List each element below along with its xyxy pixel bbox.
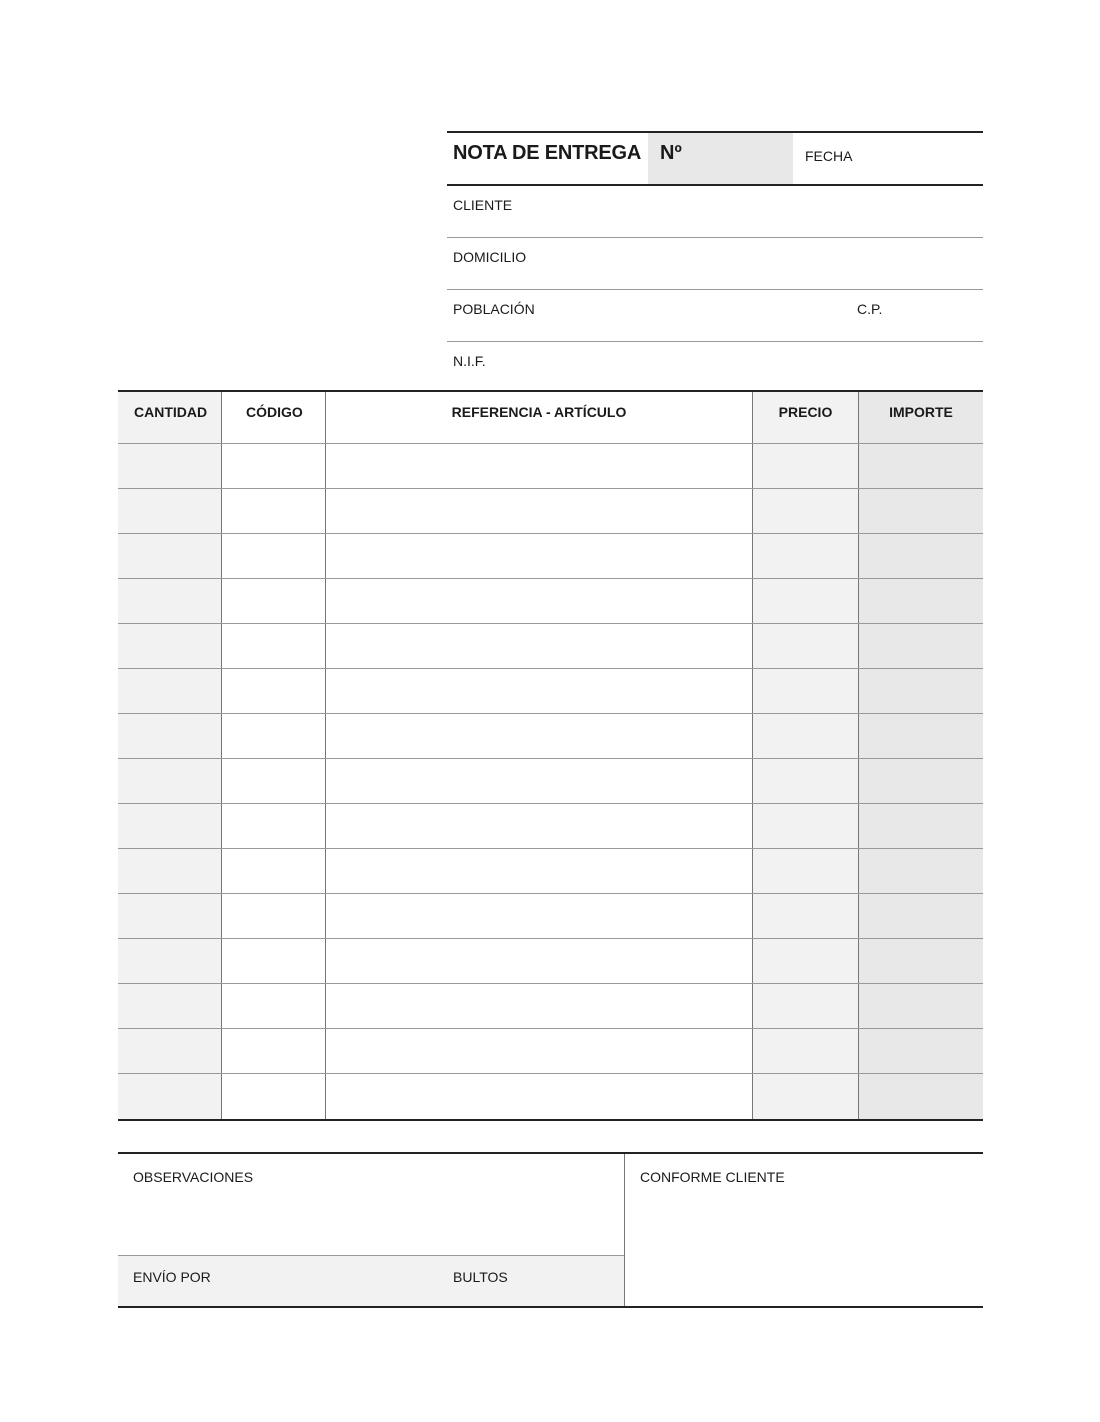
table-row bbox=[118, 939, 983, 984]
tax-id-field[interactable] bbox=[447, 342, 983, 393]
amount-cell[interactable] bbox=[859, 534, 983, 578]
quantity-cell[interactable] bbox=[118, 579, 222, 623]
amount-cell[interactable] bbox=[859, 444, 983, 488]
address-label: DOMICILIO bbox=[453, 249, 527, 265]
price-cell[interactable] bbox=[753, 849, 859, 893]
code-cell[interactable] bbox=[222, 534, 326, 578]
table-row bbox=[118, 804, 983, 849]
amount-cell[interactable] bbox=[859, 939, 983, 983]
price-cell[interactable] bbox=[753, 939, 859, 983]
amount-cell[interactable] bbox=[859, 489, 983, 533]
amount-cell[interactable] bbox=[859, 1029, 983, 1073]
code-cell[interactable] bbox=[222, 714, 326, 758]
reference-cell[interactable] bbox=[326, 1074, 753, 1119]
table-body bbox=[118, 444, 983, 1119]
reference-cell[interactable] bbox=[326, 534, 753, 578]
postal-code-label: C.P. bbox=[857, 301, 883, 317]
code-cell[interactable] bbox=[222, 489, 326, 533]
price-cell[interactable] bbox=[753, 759, 859, 803]
code-cell[interactable] bbox=[222, 984, 326, 1028]
observations-field[interactable] bbox=[118, 1154, 624, 1255]
quantity-cell[interactable] bbox=[118, 849, 222, 893]
code-cell[interactable] bbox=[222, 804, 326, 848]
client-approval-label: CONFORME CLIENTE bbox=[640, 1169, 785, 1185]
amount-cell[interactable] bbox=[859, 804, 983, 848]
quantity-cell[interactable] bbox=[118, 1029, 222, 1073]
reference-cell[interactable] bbox=[326, 714, 753, 758]
shipped-by-label: ENVÍO POR bbox=[133, 1269, 211, 1285]
price-cell[interactable] bbox=[753, 804, 859, 848]
reference-cell[interactable] bbox=[326, 939, 753, 983]
table-row bbox=[118, 624, 983, 669]
reference-cell[interactable] bbox=[326, 984, 753, 1028]
price-cell[interactable] bbox=[753, 579, 859, 623]
amount-cell[interactable] bbox=[859, 669, 983, 713]
reference-cell[interactable] bbox=[326, 444, 753, 488]
price-cell[interactable] bbox=[753, 624, 859, 668]
price-cell[interactable] bbox=[753, 444, 859, 488]
quantity-cell[interactable] bbox=[118, 804, 222, 848]
reference-cell[interactable] bbox=[326, 669, 753, 713]
price-cell[interactable] bbox=[753, 894, 859, 938]
code-cell[interactable] bbox=[222, 1029, 326, 1073]
quantity-cell[interactable] bbox=[118, 939, 222, 983]
price-cell[interactable] bbox=[753, 1029, 859, 1073]
table-row bbox=[118, 579, 983, 624]
price-cell[interactable] bbox=[753, 984, 859, 1028]
table-row bbox=[118, 714, 983, 759]
column-header-price: PRECIO bbox=[753, 392, 859, 443]
delivery-note-header bbox=[447, 131, 983, 393]
table-row bbox=[118, 984, 983, 1029]
code-cell[interactable] bbox=[222, 624, 326, 668]
amount-cell[interactable] bbox=[859, 984, 983, 1028]
code-cell[interactable] bbox=[222, 579, 326, 623]
address-field[interactable] bbox=[447, 238, 983, 290]
note-number-label: Nº bbox=[660, 142, 682, 164]
column-header-amount: IMPORTE bbox=[859, 392, 983, 443]
quantity-cell[interactable] bbox=[118, 444, 222, 488]
reference-cell[interactable] bbox=[326, 624, 753, 668]
reference-cell[interactable] bbox=[326, 804, 753, 848]
table-header-row bbox=[118, 392, 983, 444]
table-row bbox=[118, 894, 983, 939]
code-cell[interactable] bbox=[222, 669, 326, 713]
amount-cell[interactable] bbox=[859, 894, 983, 938]
note-number-field[interactable] bbox=[648, 133, 793, 184]
amount-cell[interactable] bbox=[859, 579, 983, 623]
table-row bbox=[118, 759, 983, 804]
table-row bbox=[118, 1074, 983, 1119]
quantity-cell[interactable] bbox=[118, 894, 222, 938]
client-approval-field[interactable] bbox=[625, 1154, 983, 1306]
tax-id-label: N.I.F. bbox=[453, 353, 486, 369]
reference-cell[interactable] bbox=[326, 1029, 753, 1073]
code-cell[interactable] bbox=[222, 849, 326, 893]
amount-cell[interactable] bbox=[859, 714, 983, 758]
amount-cell[interactable] bbox=[859, 624, 983, 668]
document-title: NOTA DE ENTREGA bbox=[453, 142, 642, 164]
table-row bbox=[118, 489, 983, 534]
code-cell[interactable] bbox=[222, 939, 326, 983]
client-label: CLIENTE bbox=[453, 197, 513, 213]
code-cell[interactable] bbox=[222, 1074, 326, 1119]
title-row bbox=[447, 131, 983, 186]
code-cell[interactable] bbox=[222, 444, 326, 488]
shipping-row[interactable] bbox=[118, 1255, 624, 1306]
code-cell[interactable] bbox=[222, 894, 326, 938]
price-cell[interactable] bbox=[753, 714, 859, 758]
price-cell[interactable] bbox=[753, 489, 859, 533]
reference-cell[interactable] bbox=[326, 489, 753, 533]
table-row bbox=[118, 444, 983, 489]
code-cell[interactable] bbox=[222, 759, 326, 803]
items-table bbox=[118, 390, 983, 1121]
price-cell[interactable] bbox=[753, 1074, 859, 1119]
town-label: POBLACIÓN bbox=[453, 301, 535, 317]
quantity-cell[interactable] bbox=[118, 624, 222, 668]
town-field[interactable] bbox=[447, 290, 983, 342]
reference-cell[interactable] bbox=[326, 849, 753, 893]
quantity-cell[interactable] bbox=[118, 669, 222, 713]
quantity-cell[interactable] bbox=[118, 534, 222, 578]
price-cell[interactable] bbox=[753, 534, 859, 578]
table-row bbox=[118, 534, 983, 579]
quantity-cell[interactable] bbox=[118, 714, 222, 758]
reference-cell[interactable] bbox=[326, 894, 753, 938]
table-row bbox=[118, 1029, 983, 1074]
reference-cell[interactable] bbox=[326, 759, 753, 803]
quantity-cell[interactable] bbox=[118, 489, 222, 533]
table-row bbox=[118, 669, 983, 714]
quantity-cell[interactable] bbox=[118, 984, 222, 1028]
price-cell[interactable] bbox=[753, 669, 859, 713]
client-field[interactable] bbox=[447, 186, 983, 238]
table-row bbox=[118, 849, 983, 894]
amount-cell[interactable] bbox=[859, 849, 983, 893]
column-header-reference: REFERENCIA - ARTÍCULO bbox=[326, 392, 753, 443]
delivery-note-footer bbox=[118, 1152, 983, 1308]
amount-cell[interactable] bbox=[859, 759, 983, 803]
quantity-cell[interactable] bbox=[118, 1074, 222, 1119]
observations-label: OBSERVACIONES bbox=[133, 1169, 254, 1185]
date-label: FECHA bbox=[805, 148, 853, 164]
amount-cell[interactable] bbox=[859, 1074, 983, 1119]
packages-label: BULTOS bbox=[453, 1269, 508, 1285]
column-header-quantity: CANTIDAD bbox=[118, 392, 222, 443]
column-header-code: CÓDIGO bbox=[222, 392, 326, 443]
quantity-cell[interactable] bbox=[118, 759, 222, 803]
reference-cell[interactable] bbox=[326, 579, 753, 623]
